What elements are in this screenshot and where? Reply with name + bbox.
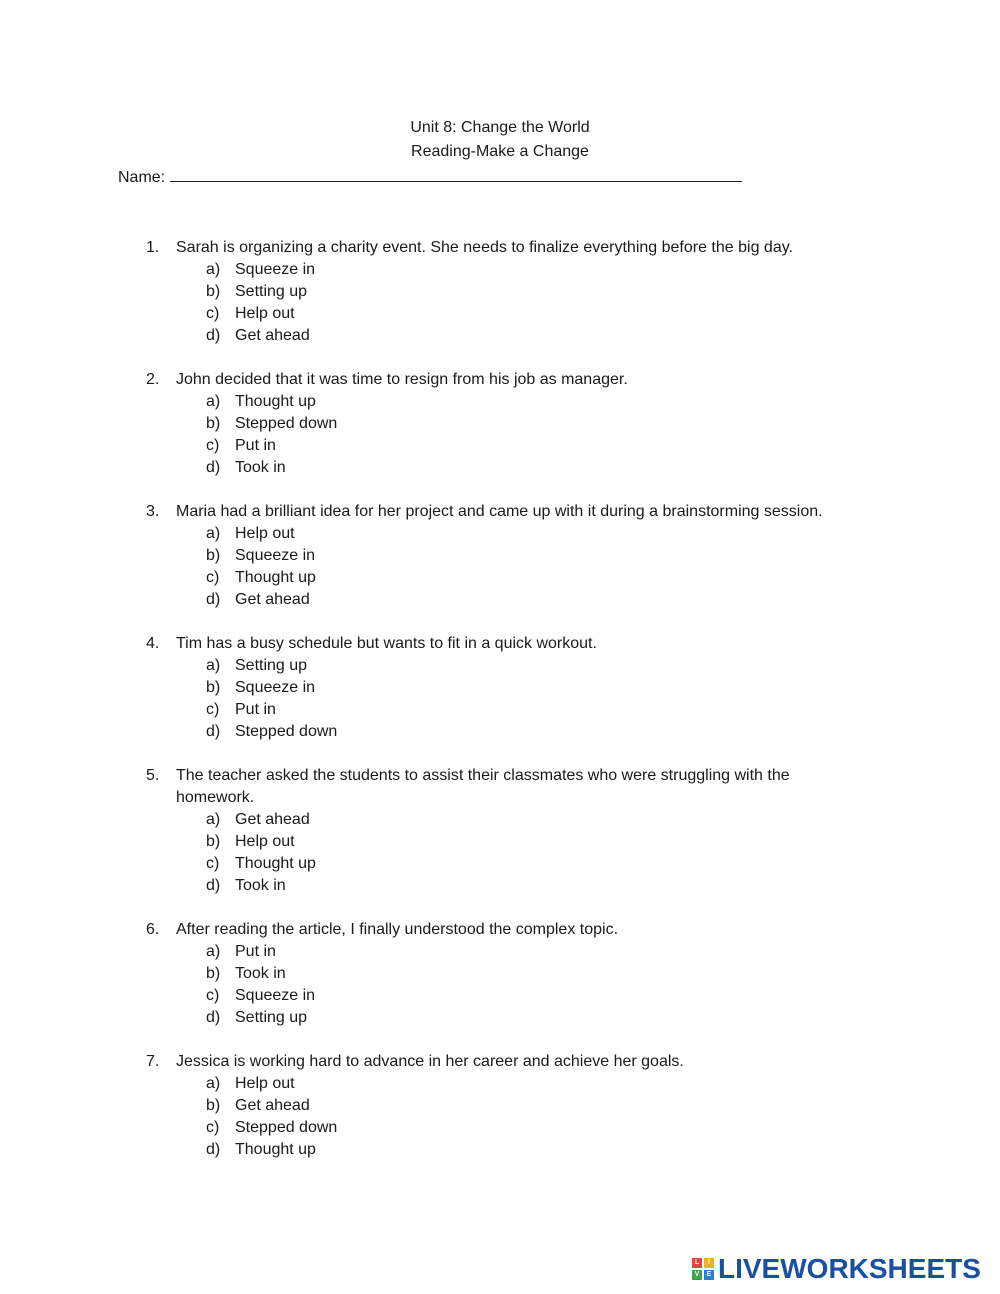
question-text: After reading the article, I finally understood the complex topic.	[176, 921, 619, 938]
question-number: 3.	[146, 503, 160, 520]
option-letter: d)	[206, 723, 221, 740]
answer-option[interactable]	[0, 1139, 1000, 1161]
question-stem	[0, 765, 1000, 809]
answer-option[interactable]	[0, 567, 1000, 589]
option-text: Stepped down	[235, 1119, 338, 1136]
question-2	[0, 369, 1000, 479]
option-letter: d)	[206, 1141, 221, 1158]
option-text: Setting up	[235, 283, 308, 300]
answer-option[interactable]	[0, 457, 1000, 479]
option-text: Stepped down	[235, 415, 338, 432]
option-text: Help out	[235, 1075, 295, 1092]
question-1	[0, 237, 1000, 347]
answer-option[interactable]	[0, 1095, 1000, 1117]
answer-option[interactable]	[0, 1007, 1000, 1029]
question-3	[0, 501, 1000, 611]
option-text: Get ahead	[235, 591, 310, 608]
answer-option[interactable]	[0, 963, 1000, 985]
question-text: The teacher asked the students to assist their classmates who were struggling with the homework.	[176, 767, 790, 806]
option-text: Put in	[235, 437, 276, 454]
option-letter: a)	[206, 393, 221, 410]
answer-option[interactable]	[0, 1073, 1000, 1095]
option-text: Took in	[235, 965, 286, 982]
option-letter: c)	[206, 1119, 220, 1136]
answer-option[interactable]	[0, 259, 1000, 281]
worksheet-title: Unit 8: Change the World	[410, 119, 590, 136]
answer-option[interactable]	[0, 985, 1000, 1007]
question-text: Jessica is working hard to advance in her career and achieve her goals.	[176, 1053, 684, 1070]
option-text: Thought up	[235, 855, 316, 872]
option-letter: a)	[206, 811, 221, 828]
option-text: Squeeze in	[235, 679, 316, 696]
question-list	[0, 237, 1000, 1183]
question-text: John decided that it was time to resign from his job as manager.	[176, 371, 628, 388]
option-letter: b)	[206, 547, 221, 564]
logo-block: L	[692, 1258, 702, 1268]
worksheet-subtitle: Reading-Make a Change	[411, 143, 589, 160]
answer-option[interactable]	[0, 1117, 1000, 1139]
option-letter: c)	[206, 855, 220, 872]
question-number: 5.	[146, 767, 160, 784]
question-5	[0, 765, 1000, 897]
option-letter: c)	[206, 701, 220, 718]
logo-block: I	[704, 1258, 714, 1268]
option-text: Setting up	[235, 1009, 308, 1026]
option-text: Stepped down	[235, 723, 338, 740]
option-letter: d)	[206, 591, 221, 608]
answer-option[interactable]	[0, 413, 1000, 435]
logo-blocks-icon	[692, 1258, 714, 1280]
option-letter: d)	[206, 877, 221, 894]
question-text: Tim has a busy schedule but wants to fit in a quick workout.	[176, 635, 597, 652]
name-label: Name:	[118, 169, 166, 186]
question-stem	[0, 633, 1000, 655]
question-4	[0, 633, 1000, 743]
name-field-row	[118, 166, 742, 187]
option-letter: b)	[206, 833, 221, 850]
option-letter: b)	[206, 283, 221, 300]
answer-option[interactable]	[0, 281, 1000, 303]
option-letter: d)	[206, 459, 221, 476]
option-text: Took in	[235, 877, 286, 894]
question-stem	[0, 237, 1000, 259]
question-6	[0, 919, 1000, 1029]
option-text: Put in	[235, 701, 276, 718]
question-number: 6.	[146, 921, 160, 938]
option-text: Get ahead	[235, 327, 310, 344]
option-letter: b)	[206, 965, 221, 982]
option-letter: c)	[206, 437, 220, 454]
answer-option[interactable]	[0, 941, 1000, 963]
option-letter: b)	[206, 679, 221, 696]
option-text: Put in	[235, 943, 276, 960]
option-text: Thought up	[235, 393, 316, 410]
question-7	[0, 1051, 1000, 1161]
option-letter: c)	[206, 305, 220, 322]
option-text: Get ahead	[235, 811, 310, 828]
answer-option[interactable]	[0, 809, 1000, 831]
question-number: 4.	[146, 635, 160, 652]
option-letter: c)	[206, 569, 220, 586]
option-text: Thought up	[235, 569, 316, 586]
option-letter: a)	[206, 943, 221, 960]
answer-option[interactable]	[0, 545, 1000, 567]
question-stem	[0, 919, 1000, 941]
answer-option[interactable]	[0, 655, 1000, 677]
answer-option[interactable]	[0, 853, 1000, 875]
option-text: Help out	[235, 833, 295, 850]
option-text: Squeeze in	[235, 547, 316, 564]
answer-option[interactable]	[0, 523, 1000, 545]
option-letter: a)	[206, 525, 221, 542]
answer-option[interactable]	[0, 699, 1000, 721]
answer-option[interactable]	[0, 721, 1000, 743]
option-text: Help out	[235, 305, 295, 322]
question-text: Sarah is organizing a charity event. She needs to finalize everything before the big day.	[176, 239, 793, 256]
answer-option[interactable]	[0, 391, 1000, 413]
option-letter: c)	[206, 987, 220, 1004]
option-letter: a)	[206, 657, 221, 674]
option-text: Squeeze in	[235, 987, 316, 1004]
option-text: Thought up	[235, 1141, 316, 1158]
option-text: Help out	[235, 525, 295, 542]
question-number: 1.	[146, 239, 160, 256]
answer-option[interactable]	[0, 589, 1000, 611]
answer-option[interactable]	[0, 303, 1000, 325]
option-text: Squeeze in	[235, 261, 316, 278]
option-letter: d)	[206, 327, 221, 344]
answer-option[interactable]	[0, 831, 1000, 853]
logo-text: LIVEWORKSHEETS	[718, 1253, 981, 1284]
question-number: 2.	[146, 371, 160, 388]
answer-option[interactable]	[0, 875, 1000, 897]
logo-block: E	[704, 1270, 714, 1280]
option-text: Took in	[235, 459, 286, 476]
question-stem	[0, 369, 1000, 391]
option-text: Setting up	[235, 657, 308, 674]
option-letter: b)	[206, 1097, 221, 1114]
question-stem	[0, 501, 1000, 523]
liveworksheets-logo	[692, 1254, 981, 1284]
question-number: 7.	[146, 1053, 160, 1070]
option-letter: d)	[206, 1009, 221, 1026]
question-stem	[0, 1051, 1000, 1073]
logo-block: V	[692, 1270, 702, 1280]
option-text: Get ahead	[235, 1097, 310, 1114]
answer-option[interactable]	[0, 435, 1000, 457]
name-input-line[interactable]	[170, 166, 742, 182]
option-letter: a)	[206, 261, 221, 278]
answer-option[interactable]	[0, 677, 1000, 699]
option-letter: b)	[206, 415, 221, 432]
question-text: Maria had a brilliant idea for her project and came up with it during a brainstorming session.	[176, 503, 823, 520]
option-letter: a)	[206, 1075, 221, 1092]
answer-option[interactable]	[0, 325, 1000, 347]
